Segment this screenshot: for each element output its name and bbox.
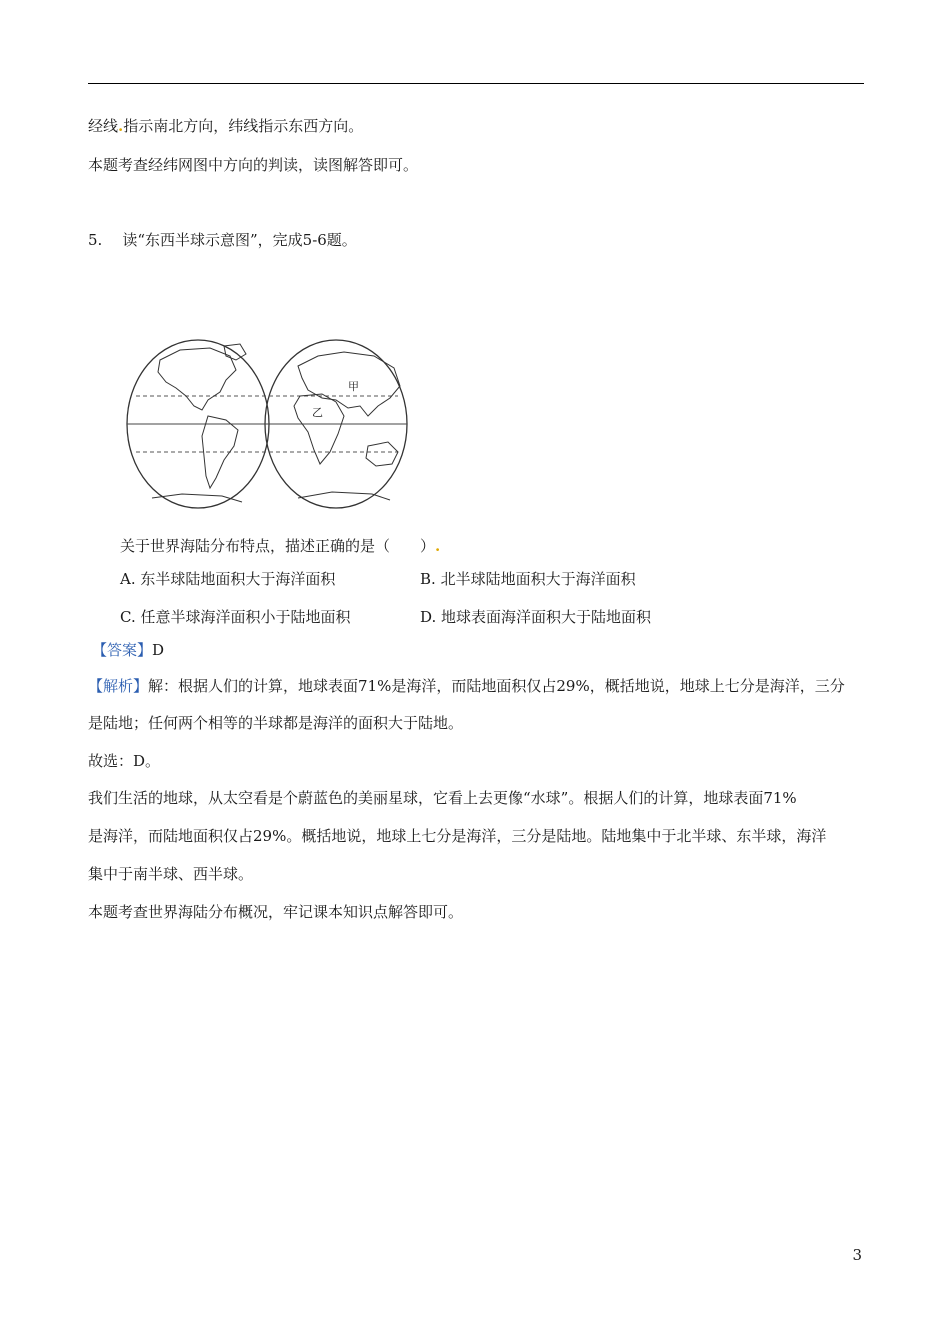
north-america-outline — [158, 348, 236, 410]
analysis-line-5: 是海洋，而陆地面积仅占29%。概括地说，地球上七分是海洋，三分是陆地。陆地集中于北半球、东半球，海洋 — [88, 827, 827, 845]
analysis-line-2: 是陆地；任何两个相等的半球都是海洋的面积大于陆地。 — [88, 714, 464, 732]
antarctica-outline — [152, 492, 390, 502]
analysis-line-1: 【解析】解：根据人们的计算，地球表面71%是海洋，而陆地面积仅占29%，概括地说，地球上七分是海洋，三分 — [88, 677, 845, 695]
question-number: 5. — [88, 231, 103, 249]
orange-dot: . — [435, 537, 441, 555]
option-c: C. 任意半球海洋面积小于陆地面积 — [120, 608, 351, 626]
prev-explanation-line-2: 本题考查经纬网图中方向的判读，读图解答即可。 — [88, 156, 419, 174]
analysis-line-3: 故选：D。 — [88, 752, 161, 770]
option-d: D. 地球表面海洋面积大于陆地面积 — [420, 608, 652, 626]
analysis-line-7: 本题考查世界海陆分布概况，牢记课本知识点解答即可。 — [88, 903, 464, 921]
analysis-line-4: 我们生活的地球，从太空看是个蔚蓝色的美丽星球，它看上去更像“水球”。根据人们的计算，地球表面71% — [88, 789, 797, 807]
east-west-hemisphere-map — [122, 338, 412, 513]
question-stem: 关于世界海陆分布特点，描述正确的是（ ）. — [120, 537, 441, 555]
answer-tag: 【答案】 — [92, 641, 153, 659]
analysis-tag: 【解析】 — [88, 677, 149, 695]
prev-explanation-line-1: 经线.指示南北方向，纬线指示东西方向。 — [88, 117, 364, 135]
answer-value: D — [152, 641, 165, 659]
option-b: B. 北半球陆地面积大于海洋面积 — [420, 570, 636, 588]
page-number: 3 — [852, 1246, 862, 1264]
map-label-jia: 甲 — [348, 380, 359, 393]
orange-dot: . — [118, 117, 124, 135]
map-label-yi: 乙 — [312, 406, 323, 419]
analysis-line-6: 集中于南半球、西半球。 — [88, 865, 254, 883]
africa-outline — [294, 394, 344, 464]
answer-line — [92, 640, 164, 660]
australia-outline — [366, 442, 398, 466]
header-rule — [88, 83, 864, 84]
question-5-intro: 5. 读“东西半球示意图”，完成5-6题。 — [88, 231, 357, 249]
option-a: A. 东半球陆地面积大于海洋面积 — [120, 570, 336, 588]
